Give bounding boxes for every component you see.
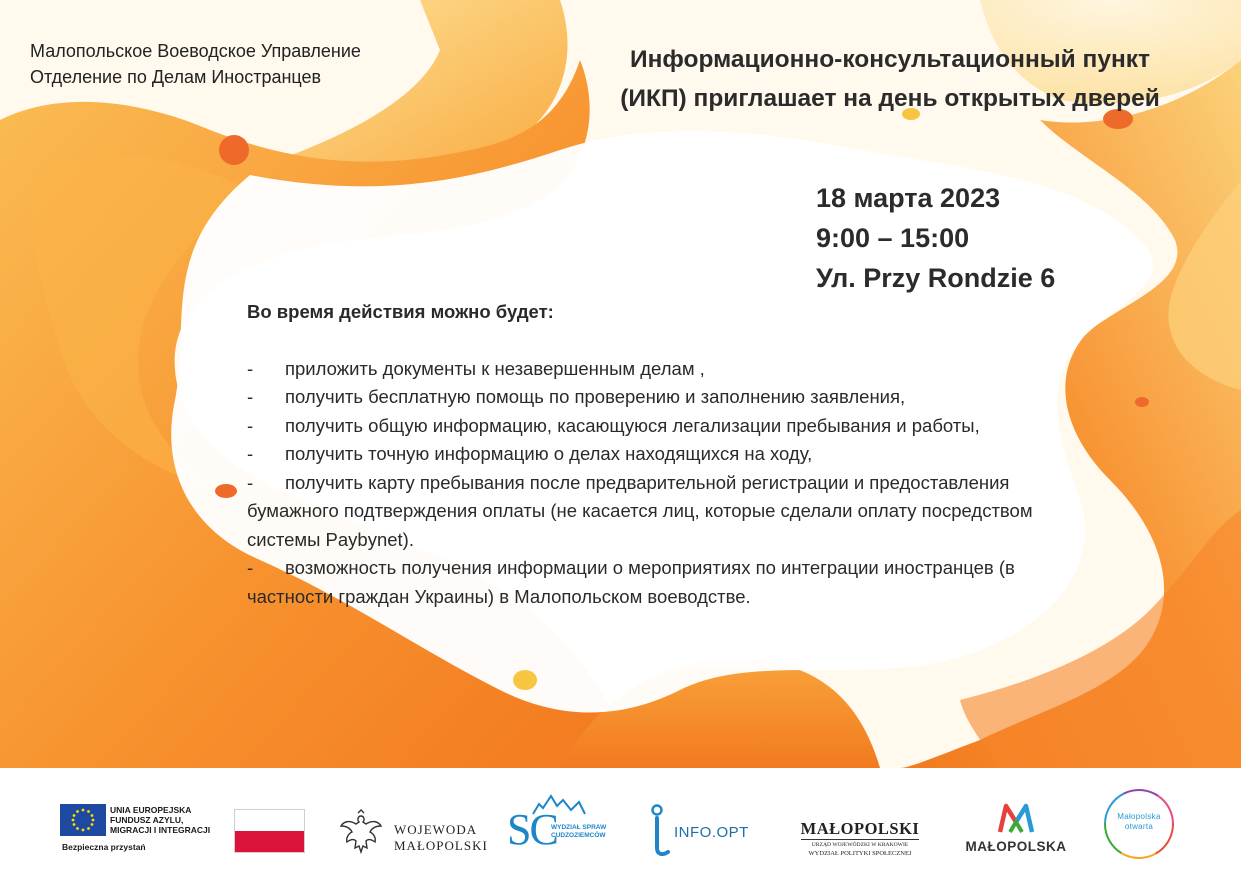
- list-item-text: получить бесплатную помощь по проверению и заполнению заявления,: [285, 386, 906, 407]
- list-item: [247, 469, 1037, 555]
- event-date: 18 марта 2023: [816, 183, 1001, 213]
- otwarta-line-2: otwarta: [1124, 822, 1154, 831]
- list-item-text: получить общую информацию, касающуюся легализации пребывания и работы,: [285, 414, 980, 436]
- wojewoda-logo: [338, 808, 488, 863]
- sponsor-logos-footer: [0, 768, 1241, 876]
- wojewoda-line-2: MAŁOPOLSKI: [394, 838, 488, 853]
- uw-line-2: URZĄD WOJEWÓDZKI W KRAKOWIE: [801, 839, 919, 849]
- activities-intro: Во время действия можно будет:: [247, 301, 554, 322]
- page-title: [560, 40, 1220, 118]
- eu-fund-logo: [60, 804, 211, 852]
- eu-caption: Bezpieczna przystań: [62, 842, 146, 852]
- sc-letters: SC: [507, 805, 557, 854]
- malopolska-m-icon: [996, 802, 1036, 834]
- eu-flag-icon: [60, 804, 106, 836]
- list-dash: -: [247, 414, 254, 436]
- list-dash: -: [247, 443, 254, 464]
- list-item-text: возможность получения информации о мероприятиях по интеграции иностранцев (в частности граждан Украины) в Малопольском воеводстве.: [247, 557, 1015, 607]
- event-address: Ул. Przy Rondzie 6: [816, 263, 1056, 293]
- malopolska-otwarta-logo: [1101, 786, 1177, 862]
- list-item: [247, 383, 1037, 412]
- urzad-wojewodzki-logo: [795, 820, 925, 858]
- wojewoda-line-1: WOJEWODA: [394, 822, 478, 837]
- sc-line-1: WYDZIAŁ SPRAW: [551, 824, 607, 831]
- malopolska-text: MAŁOPOLSKA: [965, 839, 1067, 854]
- title-line-1: Информационно-консультационный пункт: [629, 46, 1151, 73]
- org-line-2: Отделение по Делам Иностранцев: [30, 67, 322, 87]
- list-dash: -: [247, 357, 254, 379]
- info-i-icon: [646, 804, 672, 860]
- list-item: [247, 355, 1037, 384]
- eagle-emblem-icon: [338, 808, 384, 858]
- poland-flag-icon: [234, 809, 305, 853]
- list-item-text: получить карту пребывания после предварительной регистрации и предоставления бумажного подтверждения оплаты (не касается лиц, которые сделали оплату посредством системы Paybynet).: [247, 471, 1033, 550]
- sc-line-2: CUDZOZIEMCÓW: [551, 832, 606, 839]
- uw-line-3: WYDZIAŁ POLITYKI SPOŁECZNEJ: [808, 850, 912, 857]
- list-item: [247, 554, 1037, 611]
- eu-line-3: MIGRACJI I INTEGRACJI: [110, 825, 211, 835]
- list-item: [247, 440, 1037, 469]
- list-item: [247, 412, 1037, 441]
- malopolska-logo: [960, 802, 1072, 855]
- list-dash: -: [247, 557, 254, 578]
- eu-line-1: UNIA EUROPEJSKA: [110, 805, 192, 815]
- eu-line-2: FUNDUSZ AZYLU,: [110, 815, 184, 825]
- list-item-text: приложить документы к незавершенным делам ,: [285, 357, 705, 379]
- list-dash: -: [247, 386, 254, 407]
- event-details: [816, 178, 1055, 298]
- otwarta-line-1: Małopolska: [1117, 812, 1161, 821]
- title-line-2: (ИКП) приглашает на день открытых дверей: [620, 85, 1160, 112]
- info-opt-text: INFO.OPT: [674, 824, 749, 841]
- org-line-1: Малопольское Воеводское Управление: [30, 41, 361, 61]
- organization-name: [30, 38, 361, 90]
- list-item-text: получить точную информацию о делах находящихся на ходу,: [285, 443, 813, 464]
- info-opt-logo: [646, 804, 749, 865]
- event-time: 9:00 – 15:00: [816, 223, 970, 253]
- list-dash: -: [247, 471, 254, 493]
- activities-section: [247, 298, 1037, 611]
- uw-line-1: MAŁOPOLSKI: [800, 819, 920, 838]
